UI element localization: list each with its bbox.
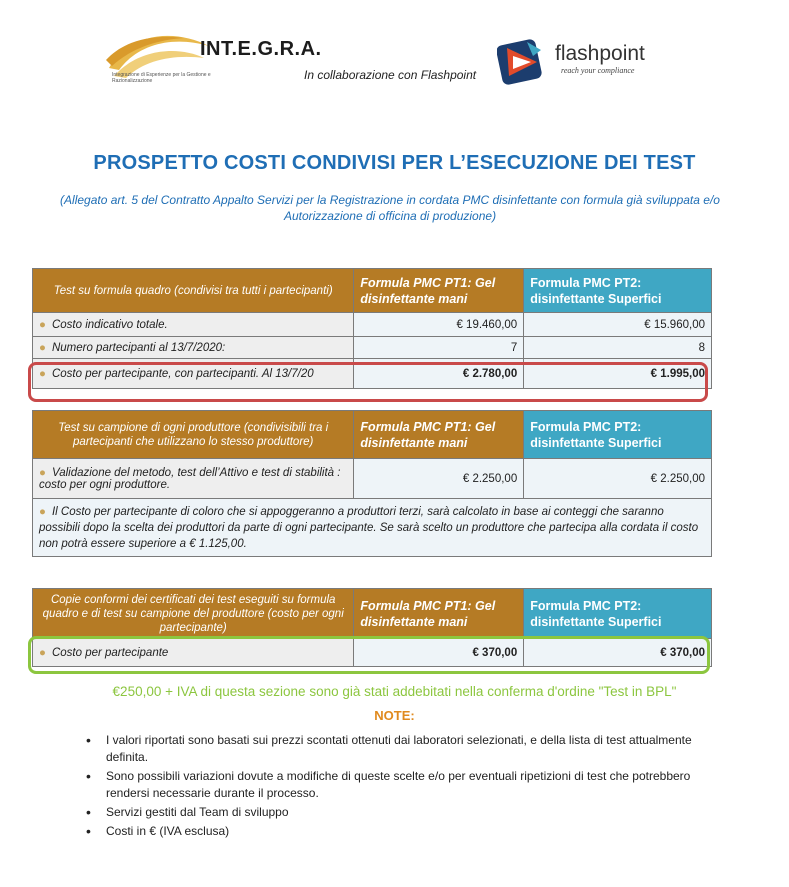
table-header-pt1: Formula PMC PT1: Gel disinfettante mani (354, 411, 524, 459)
page-title: PROSPETTO COSTI CONDIVISI PER L’ESECUZIONE DEI TEST (93, 152, 696, 174)
table-header-pt1: Formula PMC PT1: Gel disinfettante mani (354, 589, 524, 639)
table-note: ● Il Costo per partecipante di coloro che si appoggeranno a produttori terzi, sarà calcolato in base ai conteggi che saranno possibili dopo la scelta dei produttori da parte di ogni partecipante. Se sarà scelto un produttore che partecipa alla cordata il costo non potrà essere superiore a € 1.125,00. (33, 499, 712, 557)
notes-list (86, 732, 726, 842)
highlight-green-box (28, 636, 710, 674)
table-header-label: Copie conformi dei certificati dei test eseguiti su formula quadro e di test su campione del produttore (costo per ogni partecipante) (33, 589, 354, 639)
list-item: • I valori riportati sono basati sui prezzi scontati ottenuti dai laboratori selezionati, e della lista di test attualmente definita. (86, 732, 726, 766)
flashpoint-name: flashpoint (555, 42, 645, 65)
table-row-label: ● Costo indicativo totale. (33, 313, 354, 337)
integra-logo (104, 28, 322, 90)
integra-brand: INT.E.G.R.A. (200, 38, 322, 60)
flashpoint-mark-icon (497, 36, 545, 88)
table-cell-pt2: € 1.995,00 (524, 359, 712, 389)
table-row-label: ● Costo per partecipante (33, 639, 354, 667)
table-cell-pt1: 7 (354, 337, 524, 359)
table-cell-pt1: € 2.250,00 (354, 459, 524, 499)
table-campione-produttore (32, 410, 712, 557)
table-header-label: Test su formula quadro (condivisi tra tutti i partecipanti) (33, 269, 354, 313)
list-item: • Servizi gestiti dal Team di sviluppo (86, 804, 726, 821)
table-header-pt2: Formula PMC PT2: disinfettante Superfici (524, 411, 712, 459)
integra-tagline: Integrazione di Esperienze per la Gestione e Razionalizzazione (112, 72, 211, 84)
table-row-label: ● Numero partecipanti al 13/7/2020: (33, 337, 354, 359)
flashpoint-logo (497, 36, 677, 88)
table-cell-pt1: € 370,00 (354, 639, 524, 667)
table-cell-pt1: € 2.780,00 (354, 359, 524, 389)
list-item: • Costi in € (IVA esclusa) (86, 823, 726, 840)
bpl-notice: €250,00 + IVA di questa sezione sono già stati addebitati nella conferma d'ordine "Test in BPL" (112, 684, 677, 699)
table-header-pt1: Formula PMC PT1: Gel disinfettante mani (354, 269, 524, 313)
table-header-pt2: Formula PMC PT2: disinfettante Superfici (524, 269, 712, 313)
table-cell-pt2: € 370,00 (524, 639, 712, 667)
highlight-red-box (28, 362, 708, 402)
table-row-label: ● Costo per partecipante, con partecipanti. Al 13/7/20 (33, 359, 354, 389)
table-row-label: ● Validazione del metodo, test dell’Attivo e test di stabilità : costo per ogni produttore. (33, 459, 354, 499)
table-cell-pt2: 8 (524, 337, 712, 359)
table-cell-pt1: € 19.460,00 (354, 313, 524, 337)
table-cell-pt2: € 15.960,00 (524, 313, 712, 337)
table-header-label: Test su campione di ogni produttore (condivisibili tra i partecipanti che utilizzano lo stesso produttore) (33, 411, 354, 459)
notes-title: NOTE: (374, 708, 415, 723)
page-subtitle: (Allegato art. 5 del Contratto Appalto Servizi per la Registrazione in cordata PMC disinfettante con formula già sviluppata e/o Autorizzazione di officina di produzione) (60, 193, 720, 223)
collaboration-text: In collaborazione con Flashpoint (304, 68, 477, 82)
table-cell-pt2: € 2.250,00 (524, 459, 712, 499)
flashpoint-slogan: reach your compliance (561, 66, 635, 75)
table-header-pt2: Formula PMC PT2: disinfettante Superfici (524, 589, 712, 639)
list-item: • Sono possibili variazioni dovute a modifiche di queste scelte e/o per eventuali ripetizioni di test che potrebbero rendersi necessarie durante il processo. (86, 768, 726, 802)
